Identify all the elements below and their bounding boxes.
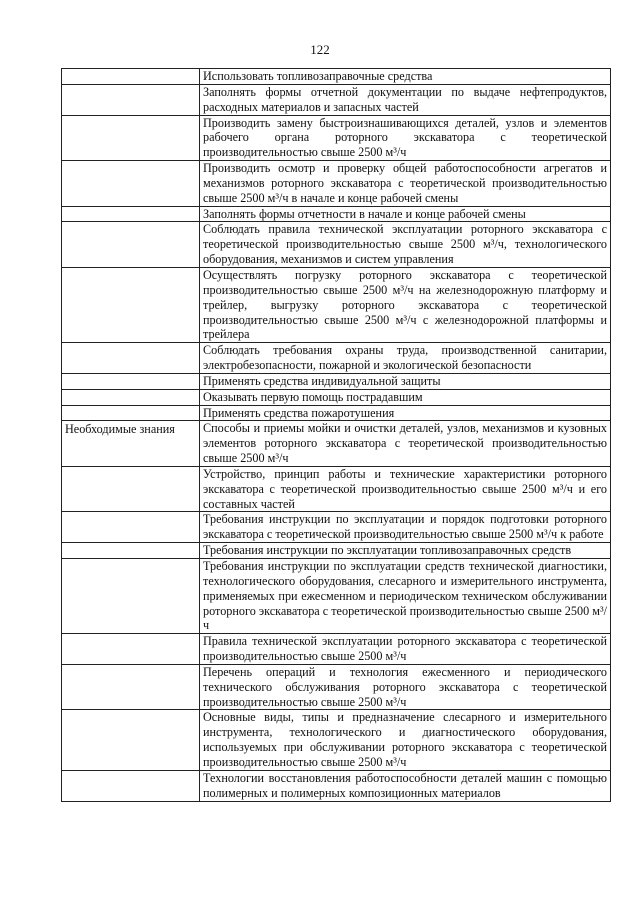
row-text-cell: Производить замену быстроизнашивающихся деталей, узлов и элементов рабочего органа роторного экскаватора с теоретической производительностью свыше 2500 м³/ч bbox=[200, 115, 611, 161]
row-text-cell: Применять средства индивидуальной защиты bbox=[200, 373, 611, 389]
row-text-cell: Оказывать первую помощь пострадавшим bbox=[200, 389, 611, 405]
section-label-cell bbox=[62, 405, 200, 421]
table-row bbox=[62, 267, 611, 342]
table-row bbox=[62, 84, 611, 115]
row-text-cell: Перечень операций и технология ежесменного и периодического технического обслуживания роторного экскаватора с теоретической производительностью свыше 2500 м³/ч bbox=[200, 664, 611, 710]
table-row bbox=[62, 115, 611, 161]
section-label-cell bbox=[62, 543, 200, 559]
requirements-table bbox=[61, 68, 611, 802]
section-label-cell bbox=[62, 69, 200, 85]
section-label-cell bbox=[62, 559, 200, 634]
section-label-cell bbox=[62, 206, 200, 222]
row-text-cell: Заполнять формы отчетной документации по выдаче нефтепродуктов, расходных материалов и запасных частей bbox=[200, 84, 611, 115]
section-label-cell bbox=[62, 710, 200, 770]
table-row bbox=[62, 634, 611, 665]
table-row bbox=[62, 512, 611, 543]
row-text-cell: Заполнять формы отчетности в начале и конце рабочей смены bbox=[200, 206, 611, 222]
table-row bbox=[62, 343, 611, 374]
section-label-cell bbox=[62, 389, 200, 405]
section-label-cell bbox=[62, 466, 200, 512]
row-text-cell: Применять средства пожаротушения bbox=[200, 405, 611, 421]
table-row bbox=[62, 222, 611, 268]
row-text-cell: Основные виды, типы и предназначение слесарного и измерительного инструмента, технологического и диагностического оборудования, используемых при обслуживании роторного экскаватора с теоретической производительностью свыше 2500 м³/ч bbox=[200, 710, 611, 770]
section-label-cell bbox=[62, 267, 200, 342]
row-text-cell: Правила технической эксплуатации роторного экскаватора с теоретической производительностью свыше 2500 м³/ч bbox=[200, 634, 611, 665]
row-text-cell: Требования инструкции по эксплуатации средств технической диагностики, технологического оборудования, слесарного и измерительного инструмента, применяемых при ежесменном и периодическом техническом обслуживании роторного экскаватора с теоретической производительностью свыше 2500 м³/ч bbox=[200, 559, 611, 634]
table-row bbox=[62, 421, 611, 467]
section-label-cell bbox=[62, 634, 200, 665]
table-row bbox=[62, 559, 611, 634]
table-row bbox=[62, 373, 611, 389]
section-label-cell: Необходимые знания bbox=[62, 421, 200, 467]
section-label-cell bbox=[62, 161, 200, 207]
row-text-cell: Производить осмотр и проверку общей работоспособности агрегатов и механизмов роторного экскаватора с теоретической производительностью свыше 2500 м³/ч в начале и конце рабочей смены bbox=[200, 161, 611, 207]
row-text-cell: Использовать топливозаправочные средства bbox=[200, 69, 611, 85]
table-row bbox=[62, 664, 611, 710]
section-label-cell bbox=[62, 373, 200, 389]
section-label-cell bbox=[62, 222, 200, 268]
row-text-cell: Соблюдать требования охраны труда, производственной санитарии, электробезопасности, пожарной и экологической безопасности bbox=[200, 343, 611, 374]
row-text-cell: Устройство, принцип работы и технические характеристики роторного экскаватора с теоретической производительностью свыше 2500 м³/ч и его составных частей bbox=[200, 466, 611, 512]
table-row bbox=[62, 405, 611, 421]
row-text-cell: Технологии восстановления работоспособности деталей машин с помощью полимерных и полимерных композиционных материалов bbox=[200, 770, 611, 801]
table-row bbox=[62, 770, 611, 801]
section-label-cell bbox=[62, 115, 200, 161]
row-text-cell: Осуществлять погрузку роторного экскаватора с теоретической производительностью свыше 2500 м³/ч на железнодорожную платформу и трейлер, выгрузку роторного экскаватора с теоретической производительностью свыше 2500 м³/ч с железнодорожной платформы и трейлера bbox=[200, 267, 611, 342]
table-row bbox=[62, 389, 611, 405]
table-row bbox=[62, 161, 611, 207]
row-text-cell: Требования инструкции по эксплуатации и порядок подготовки роторного экскаватора с теоретической производительностью свыше 2500 м³/ч к работе bbox=[200, 512, 611, 543]
row-text-cell: Требования инструкции по эксплуатации топливозаправочных средств bbox=[200, 543, 611, 559]
table-row bbox=[62, 543, 611, 559]
row-text-cell: Способы и приемы мойки и очистки деталей, узлов, механизмов и кузовных элементов роторного экскаватора с теоретической производительностью свыше 2500 м³/ч bbox=[200, 421, 611, 467]
section-label-cell bbox=[62, 343, 200, 374]
section-label-cell bbox=[62, 512, 200, 543]
section-label-cell bbox=[62, 664, 200, 710]
row-text-cell: Соблюдать правила технической эксплуатации роторного экскаватора с теоретической производительностью свыше 2500 м³/ч, технологического оборудования, механизмов и систем управления bbox=[200, 222, 611, 268]
table-row bbox=[62, 206, 611, 222]
table-row bbox=[62, 710, 611, 770]
page-number: 122 bbox=[310, 42, 330, 57]
table-row bbox=[62, 69, 611, 85]
section-label-cell bbox=[62, 84, 200, 115]
table-row bbox=[62, 466, 611, 512]
section-label-cell bbox=[62, 770, 200, 801]
